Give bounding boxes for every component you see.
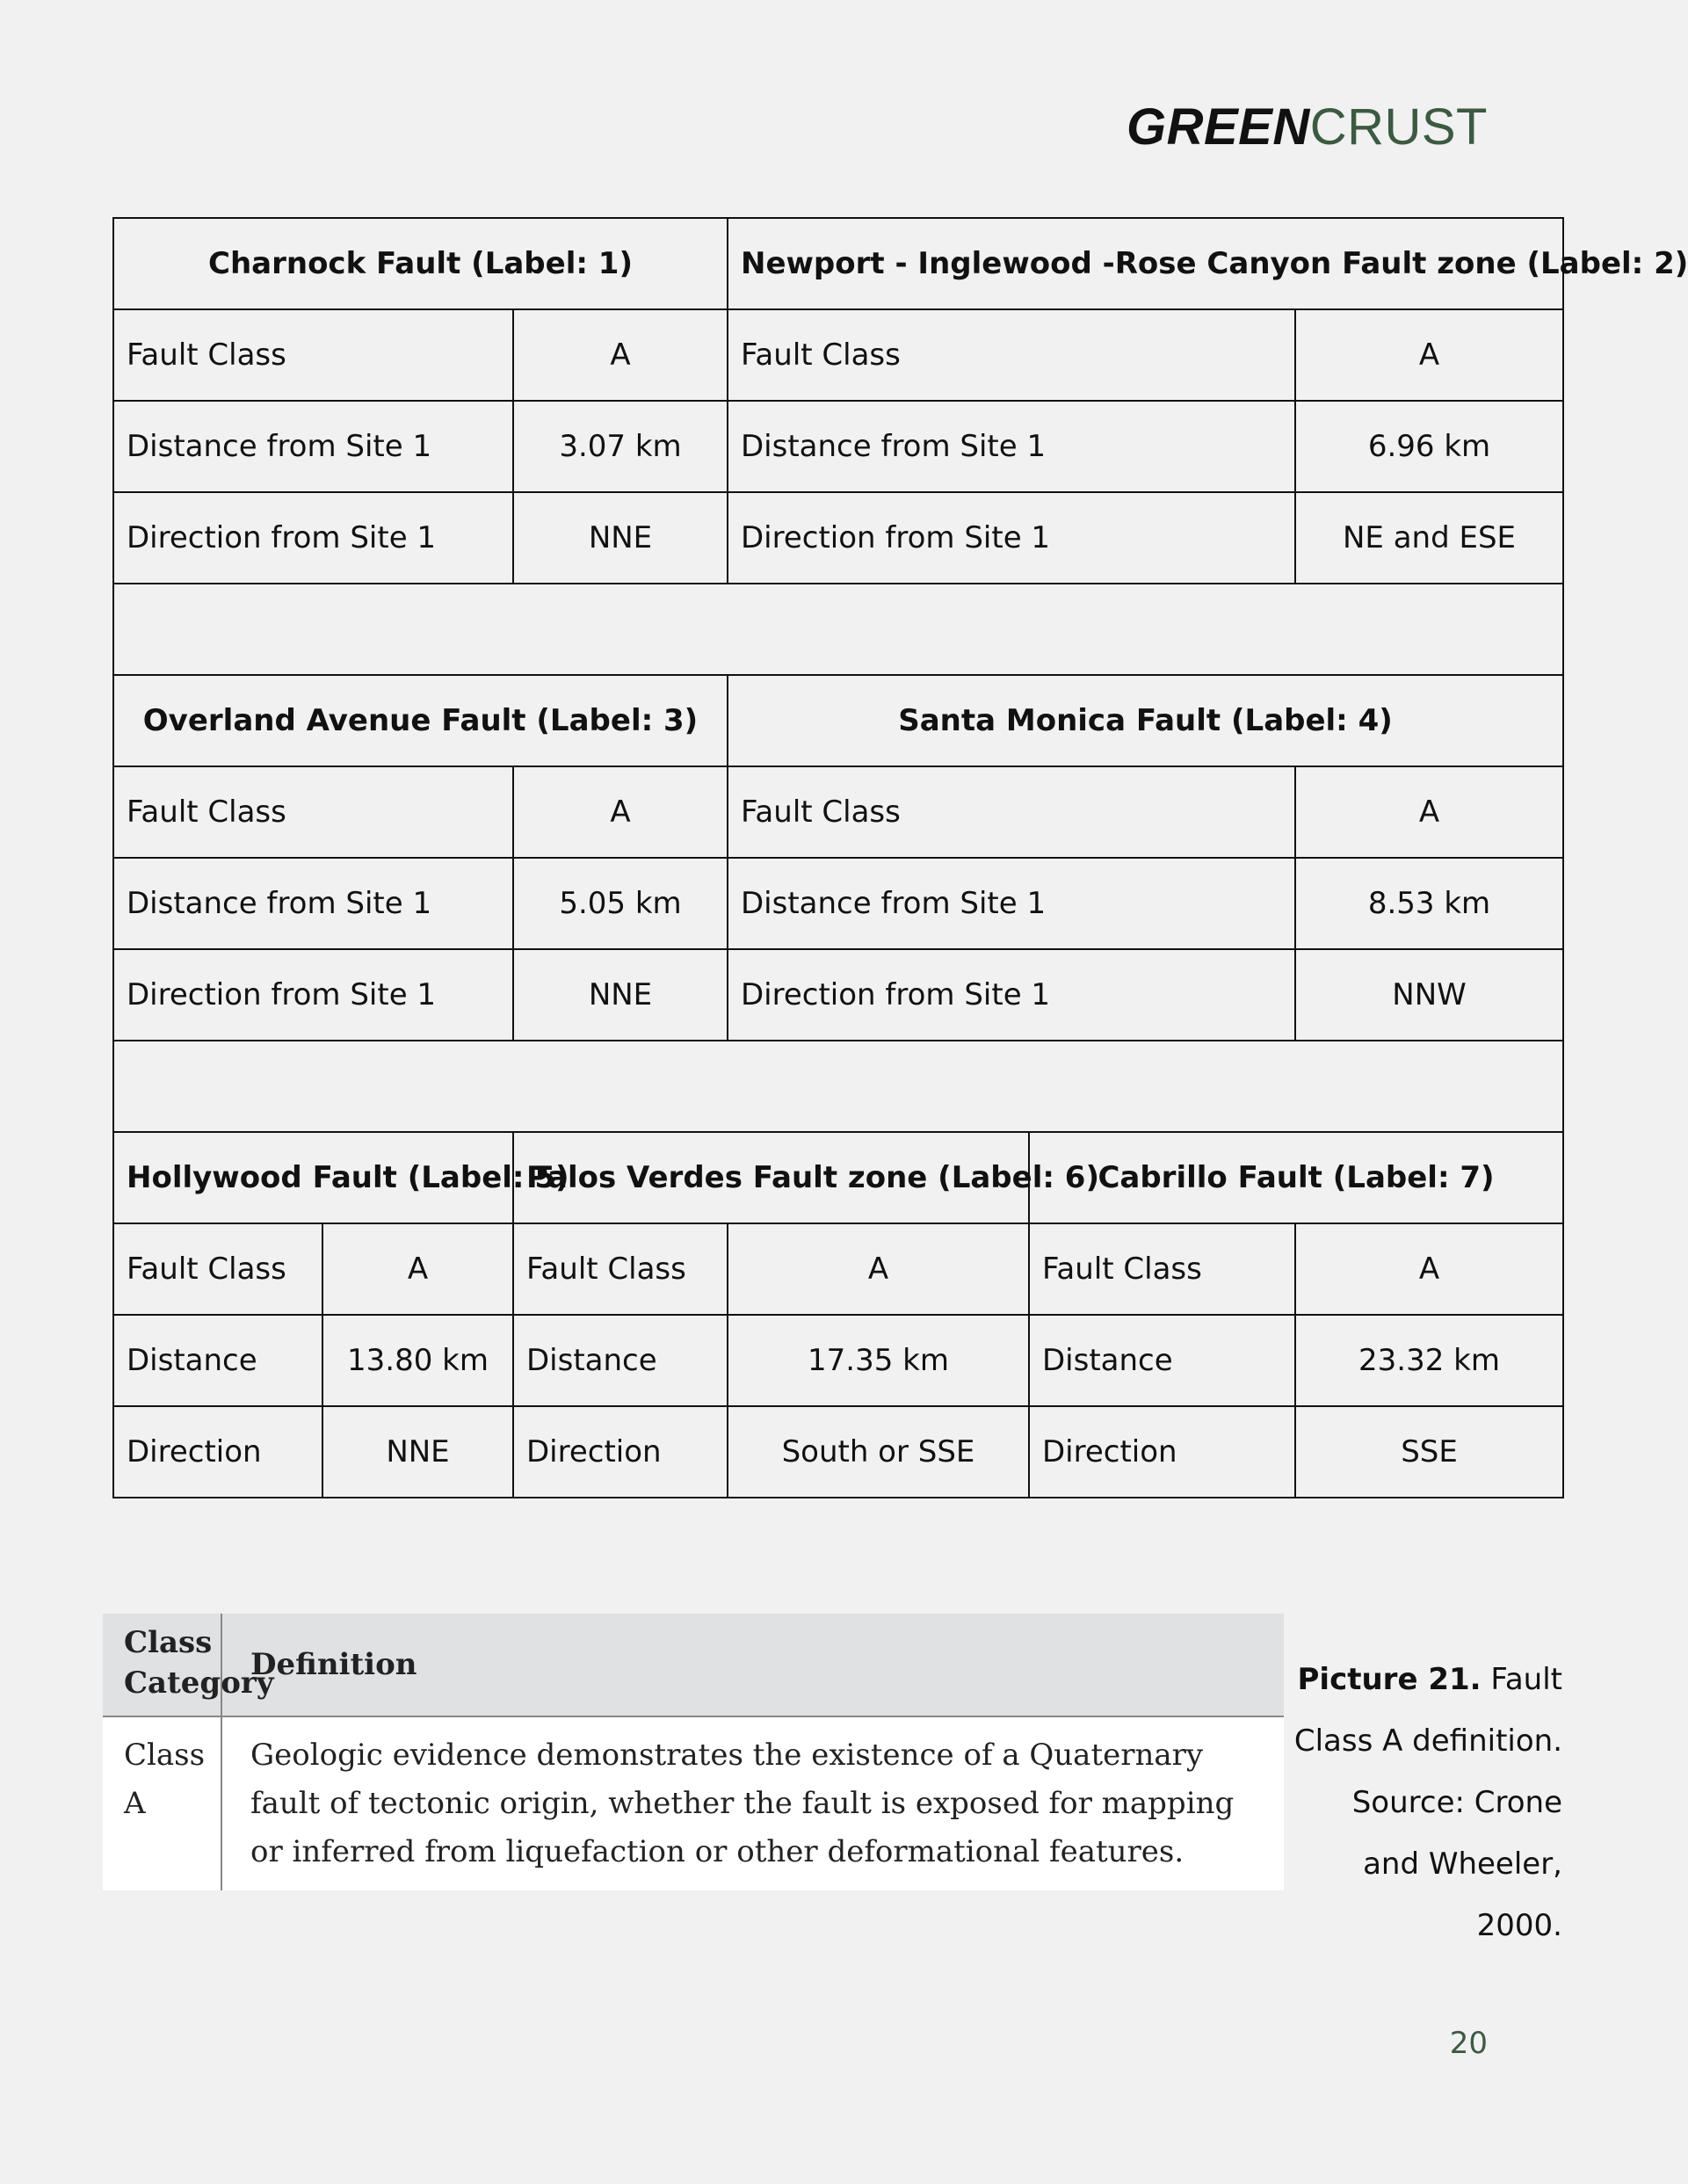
direction-label: Direction from Site 1 (113, 492, 513, 584)
fault-class-label: Fault Class (113, 766, 513, 858)
direction-value: SSE (1295, 1406, 1563, 1498)
table-row (113, 401, 1563, 492)
direction-value: NE and ESE (1295, 492, 1563, 584)
distance-label: Distance from Site 1 (113, 401, 513, 492)
spacer-row (113, 584, 1563, 675)
direction-value: NNE (322, 1406, 513, 1498)
distance-value: 13.80 km (322, 1315, 513, 1406)
distance-label: Distance from Site 1 (728, 858, 1295, 949)
table-row (113, 309, 1563, 401)
page-number: 20 (1449, 2026, 1488, 2061)
distance-value: 17.35 km (728, 1315, 1029, 1406)
table-row (113, 1315, 1563, 1406)
class-category-cell: Class A (103, 1716, 221, 1890)
table-row (113, 766, 1563, 858)
definition-header: Definition (221, 1614, 1284, 1716)
distance-label: Distance from Site 1 (113, 858, 513, 949)
fault-class-label: Fault Class (113, 309, 513, 401)
distance-label: Distance (113, 1315, 322, 1406)
fault-class-value: A (1295, 1223, 1563, 1315)
direction-value: NNE (513, 492, 728, 584)
logo-light-text: CRUST (1309, 98, 1488, 156)
definition-cell: Geologic evidence demonstrates the existence of a Quaternary fault of tectonic origin, whether the fault is exposed for mapping or inferred from liquefaction or other deformational features. (250, 1738, 1235, 1869)
fault-title-2: Newport - Inglewood -Rose Canyon Fault zone (Label: 2) (728, 218, 1563, 309)
table-row (113, 218, 1563, 309)
fault-class-label: Fault Class (1029, 1223, 1295, 1315)
fault-class-value: A (322, 1223, 513, 1315)
direction-value: NNE (513, 949, 728, 1041)
distance-value: 6.96 km (1295, 401, 1563, 492)
direction-label: Direction from Site 1 (728, 492, 1295, 584)
table-row (113, 949, 1563, 1041)
fault-title-4: Santa Monica Fault (Label: 4) (728, 675, 1563, 766)
distance-value: 23.32 km (1295, 1315, 1563, 1406)
distance-value: 3.07 km (513, 401, 728, 492)
fault-title-1: Charnock Fault (Label: 1) (113, 218, 728, 309)
direction-label: Direction from Site 1 (728, 949, 1295, 1041)
table-header-row (103, 1614, 1284, 1716)
direction-label: Direction from Site 1 (113, 949, 513, 1041)
direction-label: Direction (513, 1406, 728, 1498)
table-row (103, 1716, 1284, 1890)
table-row (113, 675, 1563, 766)
fault-class-label: Fault Class (728, 309, 1295, 401)
fault-class-label: Fault Class (728, 766, 1295, 858)
distance-label: Distance (513, 1315, 728, 1406)
table-row (113, 492, 1563, 584)
fault-title-6: Palos Verdes Fault zone (Label: 6) (513, 1132, 1029, 1223)
fault-class-label: Fault Class (113, 1223, 322, 1315)
direction-value: NNW (1295, 949, 1563, 1041)
faults-table (112, 217, 1688, 1498)
table-row (113, 858, 1563, 949)
fault-class-value: A (728, 1223, 1029, 1315)
fault-title-7: Cabrillo Fault (Label: 7) (1029, 1132, 1563, 1223)
spacer-row (113, 1041, 1563, 1132)
distance-value: 8.53 km (1295, 858, 1563, 949)
table-row (113, 1406, 1563, 1498)
picture-caption (1292, 1649, 1562, 1956)
distance-value: 5.05 km (513, 858, 728, 949)
direction-label: Direction (1029, 1406, 1295, 1498)
class-category-header: Class Category (103, 1614, 221, 1716)
logo-bold-text: GREEN (1126, 98, 1310, 156)
fault-title-5: Hollywood Fault (Label: 5) (113, 1132, 513, 1223)
table-row (113, 1223, 1563, 1315)
blank-cell (113, 584, 1563, 675)
fault-class-value: A (1295, 766, 1563, 858)
greencrust-logo (1127, 97, 1488, 158)
blank-cell (113, 1041, 1563, 1132)
fault-class-definition-table (103, 1614, 1284, 1890)
table-row (113, 1132, 1563, 1223)
fault-title-3: Overland Avenue Fault (Label: 3) (113, 675, 728, 766)
fault-class-value: A (513, 309, 728, 401)
caption-label: Picture 21. (1297, 1662, 1482, 1697)
distance-label: Distance from Site 1 (728, 401, 1295, 492)
distance-label: Distance (1029, 1315, 1295, 1406)
direction-label: Direction (113, 1406, 322, 1498)
fault-class-label: Fault Class (513, 1223, 728, 1315)
fault-class-value: A (513, 766, 728, 858)
direction-value: South or SSE (728, 1406, 1029, 1498)
caption-text: Fault Class A definition. Source: Crone and Wheeler, 2000. (1293, 1662, 1562, 1943)
fault-class-value: A (1295, 309, 1563, 401)
